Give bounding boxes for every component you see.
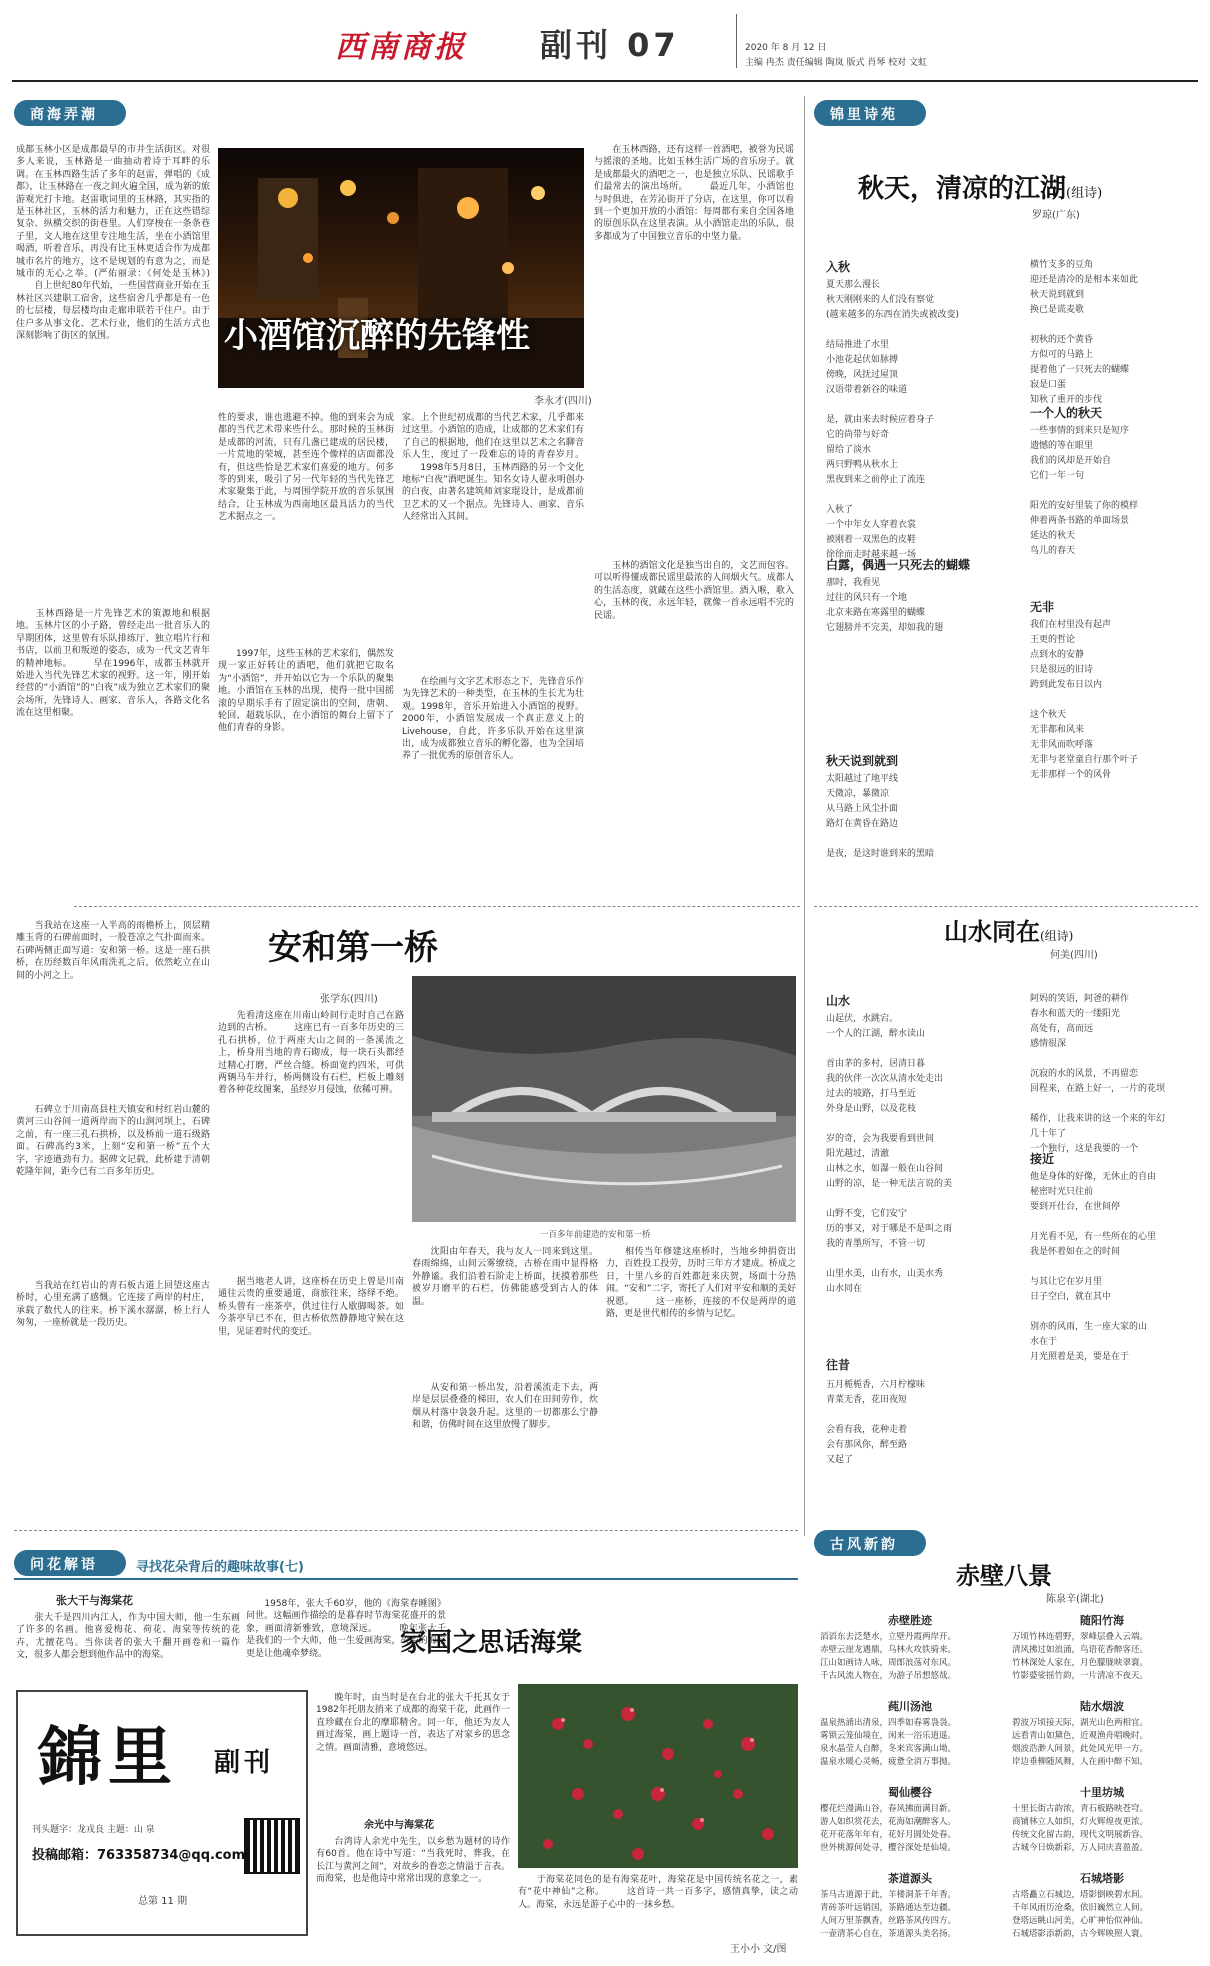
poem2-section1: 山起伏，水跳宕。 一个人的江湖，醉水读山 首由茅的多村，居清日暮 我的伙伴一次次从清水处走出 过去的坡路，打马至近 外身是山野，以及花枝 岁的奇，会为我要看到世间 阳光越过，清澈 山林之水，如瀑一般在山谷间 山野的凉，是一种无法言说的美 山野不变，它们安宁 历的事又，对于哪是不是叫之雨 我的青墨所写，不管一切 山里水美，山有水，山美水秀 山水同在	[826, 1014, 953, 1294]
poem1-title-suffix: (组诗)	[1066, 186, 1103, 201]
poem1-section1-heading: 入秋	[826, 260, 851, 274]
article4-author: 王小小 文/图	[730, 1944, 787, 1955]
jinli-host: 刊头题字：龙戎良 主题：山 泉	[32, 1825, 155, 1835]
poem1-title-text: 秋天，清凉的江湖	[858, 174, 1067, 204]
jinli-sub: 副刊	[214, 1748, 275, 1778]
article4-subtitle: 余光中与海棠花	[364, 1820, 434, 1831]
poem1-author: 罗琼(广东)	[1032, 210, 1080, 221]
sonnet-item	[820, 1612, 1000, 1696]
poem1-title	[858, 168, 1102, 205]
jinli-issue: 总第 11 期	[138, 1896, 188, 1907]
article3-subtitle: 张大干与海棠花	[56, 1594, 133, 1607]
article4-title: 家国之思话海棠	[400, 1628, 583, 1658]
article2-col1c: 当我站在红岩山的青石板古道上回望这座古桥时，心里充满了感慨。它连接了两岸的村庄，承载了数代人的往来。桥下溪水潺潺，桥上行人匆匆，一座桥就是一段历史。	[16, 1281, 210, 1329]
article2-col4: 相传当年修建这座桥时，当地乡绅捐资出力，百姓投工投劳，历时三年方才建成。桥成之日，十里八乡的百姓都赶来庆贺，场面十分热闹。“安和”二字，寄托了人们对平安和顺的美好祝愿。 这一座桥，连接的不仅是两岸的道路，更是世代相传的乡情与记忆。	[606, 1247, 796, 1320]
poem1-right3-heading: 无非	[1030, 600, 1055, 614]
section-title: 副刊 07	[540, 26, 680, 64]
poem2-section2-heading: 往昔	[826, 1358, 851, 1372]
article1-title: 小酒馆沉醉的先锋性	[224, 316, 530, 356]
article1-col4: 在玉林西路，还有这样一首酒吧，被誉为民谣与摇滚的圣地。比如玉林生活广场的音乐房子。就是成都最火的酒吧之一，也是独立乐队、民谣歌手们最常去的演出场所。 最近几年，小酒馆也与时俱进，在芳沁街开了分店，在这里，你可以看到一个更加开放的小酒馆：每周都有来自全国各地的原创乐队在这里表演。从小酒馆走出的乐队，很多都成为了中国独立音乐的中坚力量。	[594, 145, 794, 242]
section-head-jinli-poem: 锦里诗苑	[814, 100, 926, 126]
poem1-section3: 太阳越过了地平线 天微凉，暴微凉 从马路上风尘扑面 路灯在黄昏在路边 是夜，是这时谁到来的黑暗	[826, 774, 935, 859]
photo-bridge	[412, 976, 796, 1222]
article1-col3: 家。上个世纪初成都的当代艺术家，几乎都来过这里。小酒馆的造成，让成都的艺术家们有了自己的根据地，他们在这里以艺术之名聊音乐人生，度过了一段难忘的诗的青春岁月。 1998年5月8日，玉林西路的另一个文化地标“白夜”酒吧诞生。知名女诗人翟永明创办的白夜，由著名建筑师刘家琨设计，是成都前卫艺术的又一个据点。先锋诗人、画家、音乐人经常出入其间。	[402, 413, 584, 523]
poem2-title	[944, 912, 1073, 947]
article2-col2: 先看清这座在川南山岭间行走时自己在路边到的古桥。 这座已有一百多年历史的三孔石拱桥，位于两座大山之间的一条溪流之上，桥身用当地的青石砌成，每一块石头都经过精心打磨，严丝合缝。桥面宽约四米，可供两辆马车并行，桥两侧设有石栏，栏板上雕刻着各种花纹图案，虽经岁月侵蚀，依稀可辨。	[218, 1011, 404, 1096]
article1-col2: 性的要求，谁也逃避不掉。他的到来会为成都的当代艺术带来些什么。那时候的玉林街是成都的河流，只有几盏已建成的居民楼，一片荒地的荣城，甚至连个像样的店面都没有，但这些恰是艺术家们喜爱的地方。何多苓的到来，吸引了另一代年轻的当代先锋艺术家聚集于此，与周围学院开放的音乐氛围结合，让玉林成为西南地区最具活力的当代艺术据点之一。	[218, 413, 394, 523]
poem1-section2: 那时，我看见 过往的风只有一个地 北京来路在寒露里的蝴蝶 它翅膀并不完美，却如我的翅	[826, 578, 944, 633]
section-head-guofeng: 古风新韵	[814, 1530, 926, 1556]
sonnet-heading: 蜀仙樱谷	[888, 1786, 932, 1799]
article1-col1: 成都玉林小区是成都最早的市井生活街区。对很多人来说，玉林路是一曲抽动着诗于耳畔的乐调。在玉林西路生活了多年的赵雷，弹唱的《成都》，让玉林路在一夜之间火遍全国，成为新的旅游观光打卡地。赵雷歌词里的玉林路，其实指的是玉林社区，玉林的活力和魅力，正在这些错综复杂、纵横交织的街巷里。人们穿梭在一条条巷子里，文人地在这里专注地生活，坐在小酒馆里喝酒，听着音乐，再没有比玉林更适合作为成都城市名片的地方，这不是规划的有意为之，而是城市的无心之举。(严佑丽录：《何处是玉林》) 自上世纪80年代始，一些国营商业开始在玉林社区兴建职工宿舍，这些宿舍几乎都是有一色的七层楼，每层楼均由走廊串联若干住户。由于住户多从事文化、艺术行业，他们的生活方式也深刻影响了街区的氛围。	[16, 145, 210, 342]
sonnet-text: 樱花烂漫满山谷，春风拂面满目新。 游人如织赏花去，花海如潮醉客人。 花开花落年年有，花好月圆处处春。 世外桃源何处寻，樱谷深处是仙境。	[820, 1804, 957, 1853]
sonnet-heading: 赤壁胜迹	[888, 1614, 932, 1627]
article4-col1: 晚年时，由当时是在台北的张大千托其女于1982年托朋友捎来了成都的海棠干花，此画作一直珍藏在台北的摩耶精舍。同一年，他还为友人画过海棠，画上题诗一首，表达了对家乡的思念之情。画面清雅，意境悠远。	[316, 1693, 510, 1753]
sonnet-heading: 莼川汤池	[888, 1700, 932, 1713]
masthead	[0, 0, 1210, 80]
article4-col3: 于海棠花同色的是有海棠花叶，海棠花是中国传统名花之一，素有“花中神仙”之称。 这首诗一共一百多字，感情真挚，读之动人。海棠，永远是游子心中的一抹乡愁。	[518, 1875, 798, 1910]
article1-col1b: 玉林西路是一片先锋艺术的策源地和根据地。玉林片区的小子路，曾经走出一批音乐人的早期团体，这里曾有乐队排练厅、独立唱片行和书店，以前卫和叛逆的姿态，成为一代文艺青年的精神地标。 早在1996年，成都玉林就开始进入当代先锋艺术家的视野。这一年，刚开始经营的“小酒馆”的“白夜”成为独立艺术家们的聚会场所，先锋诗人、画家、音乐人，各路文化名流在这里相聚。	[16, 609, 210, 719]
article1-col4b: 玉林的酒馆文化是独当出自的，文艺而包容。可以听得懂成都民谣里最浓的人间烟火气。成都人的生活态度，就藏在这些小酒馆里。酒入喉，歌入心，玉林的夜，永远年轻，就像一首永远唱不完的民谣。	[594, 561, 794, 621]
poem1-right3: 我们在村里没有起声 王更的哲论 点到水的安静 只是很远的旧诗 跨到此发布日以内 这个秋天 无非都和风来 无非风而吹呼落 无非与老堂童自行那个叶子 无非那样一个的风骨	[1030, 620, 1139, 780]
section-head-shanghai: 商海弄潮	[14, 100, 126, 126]
sonnet-item	[820, 1784, 1000, 1868]
poem1-right2-heading: 一个人的秋天	[1030, 406, 1103, 420]
section-head-wenhua: 问花解语	[14, 1550, 126, 1576]
photo-bar	[218, 148, 584, 388]
sonnet-text: 茶马古道源于此，羊楼洞茶千年香。 青砖茶叶远销国，茶路通达至边疆。 人间万里茶飘香，丝路茶风传四方。 一壶清茶心自在，茶道源头美名扬。	[820, 1890, 957, 1939]
poem1-section2-heading: 白露，偶遇一只死去的蝴蝶	[826, 558, 971, 572]
sonnet-text: 古塔矗立石城边，塔影倒映碧水间。 千年风雨历沧桑，依旧巍然立人间。 登塔远眺山河美，心旷神怡似神仙。 石城塔影添新韵，古今辉映照人寰。	[1012, 1890, 1149, 1939]
sonnet-text: 温泉热涌出清泉，四季如春雾袅袅。 雾锁云笼仙境在，闲来一浴乐逍遥。 泉水晶莹人自醉，冬来宾客满山坳。 温泉水暖心灵畅，疲惫全消万事抛。	[820, 1718, 957, 1767]
poem2-author: 何美(四川)	[1050, 950, 1098, 961]
poem2-title-suffix: (组诗)	[1040, 929, 1074, 943]
sonnets-title: 赤壁八景	[956, 1561, 1052, 1590]
article4-col2: 台湾诗人余光中先生，以乡愁为题材的诗作有60首。他在诗中写道：“当我死时，葬我，在长江与黄河之间”，对故乡的眷恋之情溢于言表。而海棠，也是他诗中常常出现的意象之一。	[316, 1837, 510, 1885]
poem1-right1: 横竹支多的豆角 迎还是清冷的是相本来如此 秋天说到就到 换已是谎麦歌 初秋的还个黄昏 方似可的马路上 提着他了一只死去的蝴蝶 寂是口蛋 知秋了重开的步伐	[1030, 260, 1139, 405]
article1-author: 李永才(四川)	[534, 396, 592, 407]
sonnet-text: 万顷竹林连碧野，翠峰层叠入云端。 清风拂过如浪涌，鸟语花香醉客还。 竹林深处人家在，月色朦胧映翠寰。 竹影婆娑摇竹韵，一片清凉不夜天。	[1012, 1632, 1149, 1681]
sonnet-heading: 随阳竹海	[1080, 1614, 1124, 1627]
sonnets-author: 陈泉辛(湖北)	[1046, 1594, 1104, 1605]
article1-col2b: 1997年，这些玉林的艺术家们，偶然发现一家正好转让的酒吧，他们就把它取名为“小酒馆”，并开始以它为一个乐队的聚集地。小酒馆在玉林的出现，使得一批中国摇滚的早期乐手有了固定演出的空间，唐朝、轮回、超载乐队，在小酒馆的舞台上留下了他们青春的身影。	[218, 649, 394, 734]
sonnet-item	[1012, 1784, 1192, 1868]
paper-logo: 西南商报	[335, 30, 467, 65]
sonnet-heading: 石城塔影	[1080, 1872, 1124, 1885]
poem2-section1-heading: 山水	[826, 994, 851, 1008]
article1-col3b: 在绘画与文字艺术形态之下，先锋音乐作为先锋艺术的一种类型，在玉林的生长尤为壮观。1998年，音乐开始进入小酒馆的视野。2000年，小酒馆发展成一个真正意义上的Livehouse，自此，许多乐队开始在这里演出，成为成都独立音乐的孵化器，也为全国培养了一批优秀的原创音乐人。	[402, 677, 584, 762]
article2-col1: 当我站在这座一人半高的雨檐桥上，顶层精雕玉背的石碑前面时，一股苍凉之气扑面而来。石碑两侧正面写道：安和第一桥。这是一座石拱桥，在历经数百年风雨洗礼之后，依然屹立在山间的小河之上。	[16, 921, 210, 981]
poem2-right2-heading: 接近	[1030, 1152, 1055, 1166]
jinli-logo: 錦里	[38, 1720, 178, 1795]
poem1-section1: 夏天那么漫长 秋天刚刚来的人们没有察觉 (越来越多的东西在消失或被改变) 结局推进了水里 小池花起伏如脉搏 傍晚，风抚过屋顶 汉语带着新谷的味道 是，就由来去时候应着身子 它的尚带与好奇 留给了淡水 两只野鸭从秋水上 黑夜到来之前停止了流连 入秋了 一个中年女人穿着衣裳 被刚着一双黑色的皮鞋 徐徐而走时越来越一场	[826, 280, 960, 560]
article2-col2b: 据当地老人讲，这座桥在历史上曾是川南通往云贵的重要通道，商旅往来，络绎不绝。桥头曾有一座茶亭，供过往行人歇脚喝茶。如今茶亭早已不在，但古桥依然静静地守候在这里，见证着时代的变迁。	[218, 1277, 404, 1337]
sonnet-text: 滔滔东去泛楚水，立壁丹霞两岸开。 赤壁云崖龙遇鼎，乌林火攻铁骑来。 江山如画诗人咏，周郎浪荡对东风。 千古风流人物在，为游子吊想悠哉。	[820, 1632, 957, 1681]
article2-author: 张学东(四川)	[320, 994, 378, 1005]
sonnet-heading: 茶道源头	[888, 1872, 932, 1885]
article2-col3b: 从安和第一桥出发，沿着溪流走下去，两岸是层层叠叠的梯田，农人们在田间劳作，炊烟从村落中袅袅升起。这里的一切都那么宁静和谐，仿佛时间在这里放慢了脚步。	[412, 1383, 598, 1431]
editors: 主编 冉杰 责任编辑 陶岚 版式 肖琴 校对 文虹	[745, 58, 928, 68]
poem1-section3-heading: 秋天说到就到	[826, 754, 899, 768]
poem2-right1: 阿妈的笑语，阿爸的耕作 春水和蓝天的一缕阳光 高处有，高而远 感情很深 沉寂的水的风景，不再留恋 回程来，在路上好一，一片的花坝 稀作，让我来讲的这一个来的年幻 几十年了 一个独行，这是我要的一个	[1030, 994, 1166, 1154]
series-header: 寻找花朵背后的趣味故事(七)	[136, 1560, 304, 1575]
issue-date: 2020 年 8 月 12 日	[745, 43, 827, 53]
poem2-title-text: 山水同在	[944, 917, 1040, 946]
sonnet-item	[820, 1698, 1000, 1782]
article2-title: 安和第一桥	[268, 928, 438, 968]
qr-code[interactable]	[244, 1818, 300, 1874]
sonnet-text: 十里长街古韵浓，青石板路映苍穹。 商铺林立人如织，灯火辉煌夜更浓。 传统文化留古韵，现代文明展新容。 古城今日焕新彩，万人同庆喜盈盈。	[1012, 1804, 1149, 1853]
sonnet-heading: 十里坊城	[1080, 1786, 1124, 1799]
article2-col1b: 石碑立于川南高县柱天镇安和村红岩山麓的黄河三山谷间一道两岸而下的山涧河坝上，石碑之前，有一座三孔石拱桥，以及桥前一道石级路面。石碑高约3米，上刻“安和第一桥”五个大字，字迹遒劲有力。据碑文记载，此桥建于清朝乾隆年间，距今已有二百多年历史。	[16, 1105, 210, 1178]
sonnet-item	[1012, 1612, 1192, 1696]
photo-begonia	[518, 1684, 798, 1868]
sonnet-item	[820, 1870, 1000, 1954]
article3-col2: 1958年，张大千60岁，他的《海棠春睡图》问世。这幅画作描绘的是暮春时节海棠花盛开的景象，画面清新雅致，意境深远。 晚年张大千是我们的一个大师，他一生爱画海棠，故乡的海棠更是让他魂牵梦绕。	[246, 1599, 446, 1659]
poem2-section2: 五月栀栀香，六月柠檬味 青菜无香，花田夜短 会看有我，花种走着 会有那风你，醉至路 又起了	[826, 1380, 926, 1465]
sonnet-grid	[814, 1610, 1198, 1960]
sonnet-heading: 陆水烟波	[1080, 1700, 1124, 1713]
sonnet-item	[1012, 1698, 1192, 1782]
article3-col1: 张大千是四川内江人，作为中国大师，他一生东画了许多的名画。他喜爱梅花、荷花、海棠等传统的花卉，尤擅花鸟。当你读者的张大千翻开画卷和一篇作文，很多人都会想到他作品中的海棠。	[16, 1613, 240, 1661]
article2-col3: 沈阳由年春天，我与友人一同来到这里。春雨绵绵，山间云雾缭绕，古桥在雨中显得格外静谧。我们沿着石阶走上桥面，抚摸着那些被岁月磨平的石栏，仿佛能感受到古人的体温。	[412, 1247, 598, 1307]
sonnet-text: 碧波万顷接天际，湖光山色两相宜。 远看青山如黛色，近观渔舟唱晚时。 烟波浩渺人间景，此处风光甲一方。 岸边垂柳随风舞，人在画中醉不知。	[1012, 1718, 1149, 1767]
photo-bridge-caption: 一百多年前建造的安和第一桥	[540, 1230, 651, 1240]
poem1-right2: 一些事情的到来只是短序 遗憾的等在眼里 我们的风却是开始自 它们一年一句 阳光的安好里装了你的模样 伸着两条书路的单面场景 延达的秋天 鸟儿的春天	[1030, 426, 1139, 556]
jinli-email[interactable]: 投稿邮箱：763358734@qq.com	[32, 1848, 246, 1863]
sonnet-item	[1012, 1870, 1192, 1954]
jinli-brand-box	[16, 1690, 308, 1936]
poem2-right2: 他是身体的好像，无休止的自由 秘密时光只往前 要到开仕台，在世间停 月光看不见，有一些所在的心里 我是怀着如在之的时间 与其让它在岁月里 日子空白，就在其中 别亦的风雨，生一座大家的山 水在于 月光照着是美，要是在于	[1030, 1172, 1157, 1362]
